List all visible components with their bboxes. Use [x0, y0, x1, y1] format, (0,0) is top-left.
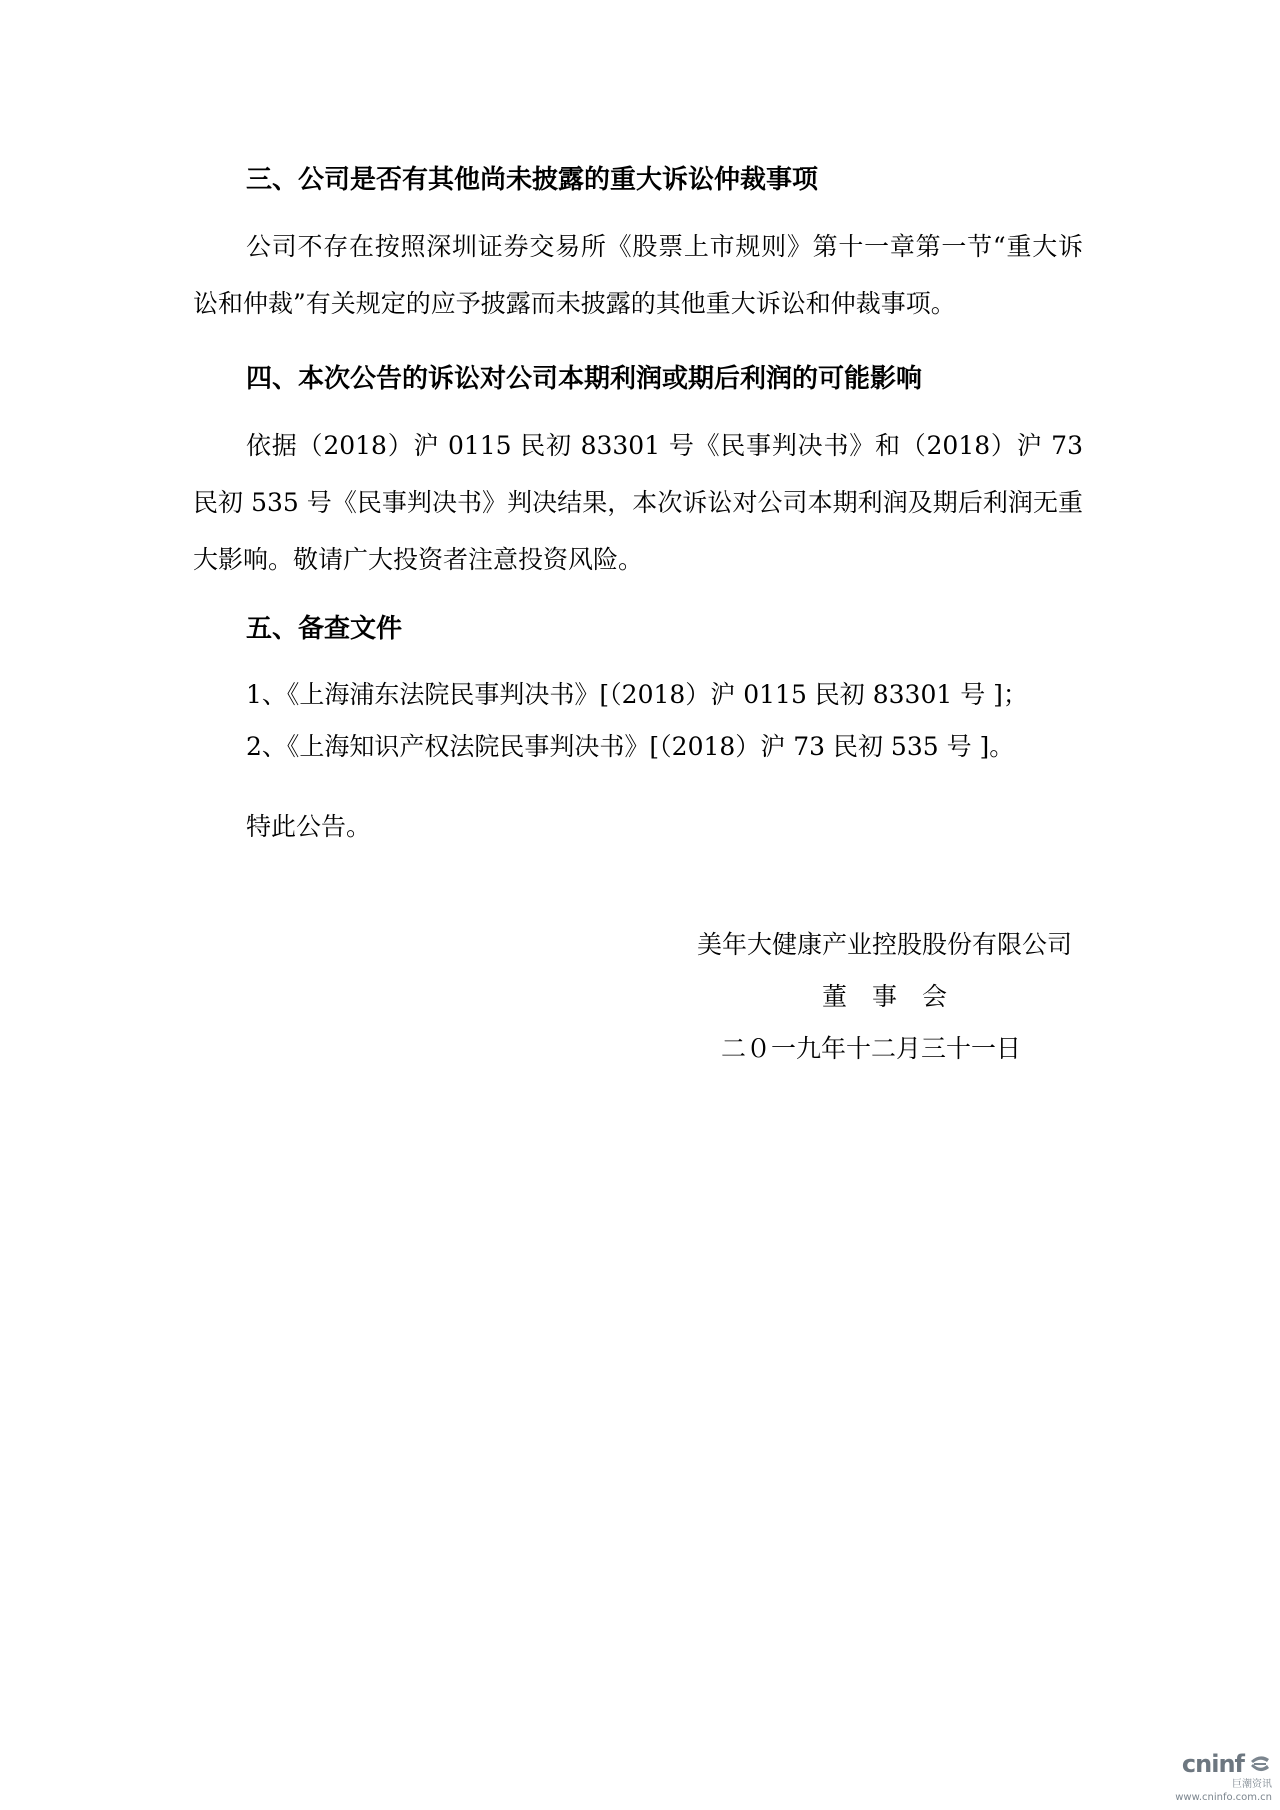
section-4-heading: 四、本次公告的诉讼对公司本期利润或期后利润的可能影响	[246, 364, 923, 394]
reference-document-item-2: 2、《上海知识产权法院民事判决书》[（2018）沪 73 民初 535 号 ]。	[246, 732, 1015, 761]
section-5-heading: 五、备查文件	[246, 614, 403, 644]
closing-statement: 特此公告。	[246, 812, 372, 841]
watermark-url: www.cninfo.com.cn	[1175, 1792, 1272, 1803]
cninfo-logo-icon	[1248, 1753, 1272, 1775]
signature-board: 董 事 会	[822, 982, 948, 1011]
section-4-body: 依据（2018）沪 0115 民初 83301 号《民事判决书》和（2018）沪 73 民初 535 号《民事判决书》判决结果，本次诉讼对公司本期利润及期后利润无重大影响。敬请广大投资者注意投资风险。	[193, 431, 1083, 574]
reference-document-item-1: 1、《上海浦东法院民事判决书》[（2018）沪 0115 民初 83301 号 ]；	[246, 680, 1028, 709]
section-3-heading: 三、公司是否有其他尚未披露的重大诉讼仲裁事项	[246, 165, 819, 195]
watermark-logo	[1182, 1750, 1272, 1778]
cninfo-watermark	[1142, 1750, 1272, 1804]
section-3-body: 公司不存在按照深圳证券交易所《股票上市规则》第十一章第一节“重大诉讼和仲裁”有关规定的应予披露而未披露的其他重大诉讼和仲裁事项。	[193, 232, 1083, 318]
watermark-brand: cninf	[1181, 1750, 1244, 1778]
watermark-brand-cn: 巨潮资讯	[1232, 1779, 1272, 1790]
signature-date: 二０一九年十二月三十一日	[721, 1034, 1022, 1063]
signature-company: 美年大健康产业控股股份有限公司	[697, 930, 1073, 959]
